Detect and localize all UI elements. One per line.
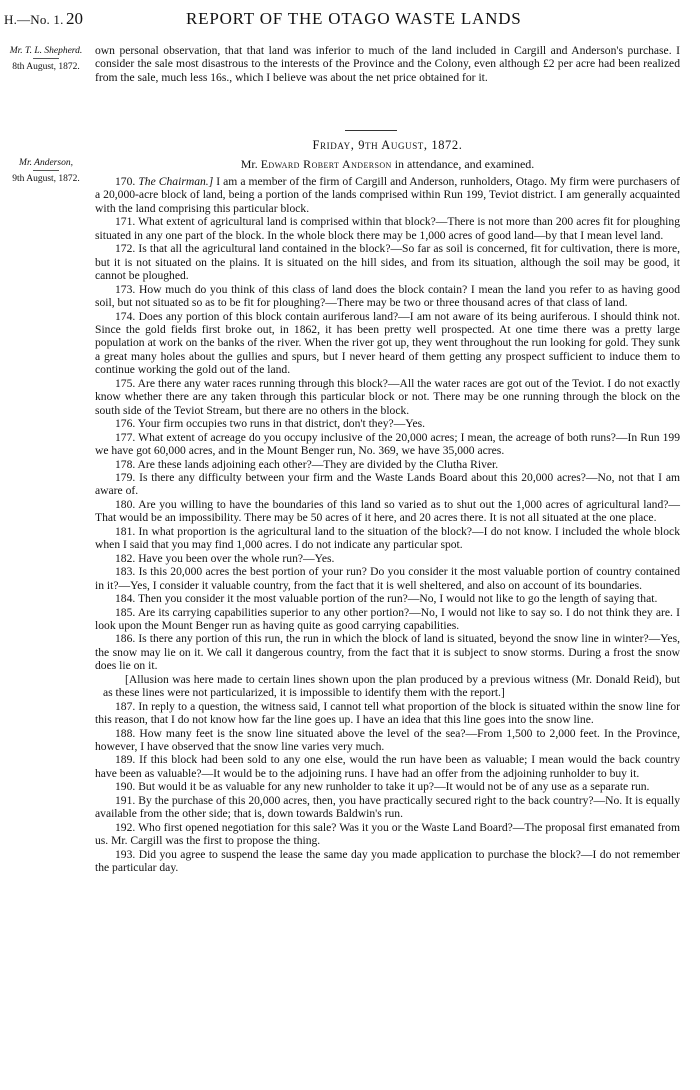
question-173: 173. How much do you think of this class of land does the block contain? I mean the land you refer to as having good soil, but not situated so as to be fit for ploughing?—There may be two or three thousand acres of that class of land.: [95, 282, 680, 310]
margin-witness-date: 9th August, 1872.: [12, 174, 80, 184]
question-179: 179. Is there any difficulty between your firm and the Waste Lands Board about this 20,000 acres?—No, not that I am aware of.: [95, 470, 680, 498]
speaker-label: The Chairman.]: [138, 175, 214, 188]
question-188: 188. How many feet is the snow line situated above the level of the sea?—From 1,500 to 2,000 feet. In the Province, however, I have observed that the snow line varies very much.: [95, 726, 680, 754]
opening-paragraph: own personal observation, that that land was inferior to much of the land included in Cargill and Anderson's purchase. I consider the sale most disastrous to the interests of the Province and the Colony, even although £2 per acre had been realized from the sale, much less 16s., which I believe was about the net price obtained for it.: [95, 44, 680, 84]
opening-paragraph-block: [95, 44, 680, 84]
question-170: [95, 175, 680, 215]
evidence-body: [95, 175, 680, 875]
witness-full-name: Edward Robert Anderson: [260, 157, 392, 171]
attendance-line: [95, 157, 680, 172]
answer-text: I am a member of the firm of Cargill and Anderson, runholders, Otago. My firm were purchasers of a 20,000-acre block of land, being a portion of the lands comprised within Run 199, Teviot district. I am generally acquainted with the land comprising this particular block.: [95, 175, 680, 215]
page-number: 20: [66, 9, 83, 28]
report-title: REPORT OF THE OTAGO WASTE LANDS: [186, 9, 522, 28]
allusion-note: [Allusion was here made to certain lines shown upon the plan produced by a previous witness (Mr. Donald Reid), but as these lines were not particularized, it is impossible to identify them with the report.]: [103, 672, 680, 700]
question-172: 172. Is that all the agricultural land contained in the block?—So far as soil is concerned, fit for cultivation, there is more, but it is not situated on the plains. It is situated on the hill sides, and from its situation, although the soil may be good, it cannot be ploughed.: [95, 242, 680, 283]
question-185: 185. Are its carrying capabilities superior to any other portion?—No, I would not like to say so. I do not think they are. I look upon the Mount Benger run as having quite as good carrying capabilities.: [95, 605, 680, 632]
question-176: 176. Your firm occupies two runs in that district, don't they?—Yes.: [115, 417, 426, 431]
question-177: 177. What extent of acreage do you occupy inclusive of the 20,000 acres; I mean, the acreage of both runs?—In Run 199 we have got 60,000 acres, and in the Mount Benger run, No. 369, we have 35,000 acres.: [95, 430, 680, 458]
question-175: 175. Are there any water races running through this block?—All the water races are got out of the Teviot. I do not exactly know whether there are any taken through this particular block or not. There may be one running through the block on the south side of the Teviot Stream, but there are no others in the block.: [95, 376, 680, 417]
page-header: [0, 9, 700, 33]
margin-divider: [33, 170, 59, 171]
margin-divider: [33, 58, 59, 59]
margin-witness-date: 8th August, 1872.: [12, 62, 80, 72]
margin-note-previous-witness: [2, 46, 90, 73]
day-heading: Friday, 9th August, 1872.: [312, 138, 463, 152]
question-174: 174. Does any portion of this block contain auriferous land?—I am not aware of its being auriferous. I should think not. Since the gold fields first broke out, in 1862, it has been pretty well prospected. At one time there was a pretty large population at work on the banks of the river. When the river got up, they went throughout the run looking for gold. They sunk a great many holes about the gullies and spurs, but I never heard of them getting any prospect sufficient to induce them to continue working the gold out of the land.: [95, 309, 680, 377]
document-reference: H.—No. 1.: [4, 12, 64, 27]
question-187: 187. In reply to a question, the witness said, I cannot tell what proportion of the block is situated within the snow line for this reason, that I do not know how far the line goes up. I have an idea that this line goes into the snow line.: [95, 699, 680, 727]
margin-witness-name: Mr. Anderson,: [19, 158, 73, 168]
question-171: 171. What extent of agricultural land is comprised within that block?—There is not more than 200 acres fit for ploughing situated in any one part of the block. In the whole block there may be 1,000 acres of good land—by that I mean level land.: [95, 215, 680, 242]
question-182: 182. Have you been over the whole run?—Yes.: [115, 551, 335, 565]
section-divider: [345, 130, 397, 131]
question-189: 189. If this block had been sold to any one else, would the run have been as valuable; I mean would the back country have been as valuable?—It would be to the adjoining runs. I have had an offer from the adjoining runholder to buy it.: [95, 753, 680, 780]
question-183: 183. Is this 20,000 acres the best portion of your run? Do you consider it the most valuable portion of country contained in it?—Yes, I consider it valuable country, from the fact that it is well sheltered, and also on account of its boundaries.: [95, 565, 680, 592]
question-184: 184. Then you consider it the most valuable portion of the run?—No, I would not like to go the length of saying that.: [115, 592, 658, 606]
question-number: 170.: [115, 175, 136, 188]
question-181: 181. In what proportion is the agricultural land to the situation of the block?—I do not know. I included the whole block when I said that you may find 1,000 acres. I do not indicate any particular spot.: [95, 524, 680, 552]
question-178: 178. Are these lands adjoining each other?—They are divided by the Clutha River.: [115, 457, 499, 471]
question-190: 190. But would it be as valuable for any new runholder to take it up?—It would not be of any use as a separate run.: [115, 780, 650, 794]
question-186: 186. Is there any portion of this run, the run in which the block of land is situated, beyond the snow line in winter?—Yes, the snow may lie on it. We call it dangerous country, from the fact that it is subject to snow storms. During a frost the snow does lie on it.: [95, 632, 680, 673]
attendance-prefix: Mr.: [240, 157, 258, 171]
margin-witness-name: Mr. T. L. Shepherd.: [9, 46, 83, 56]
margin-note-witness: [2, 158, 90, 185]
question-192: 192. Who first opened negotiation for this sale? Was it you or the Waste Land Board?—The proposal first emanated from us. Mr. Cargill was the first to propose the thing.: [95, 820, 680, 848]
question-191: 191. By the purchase of this 20,000 acres, then, you have practically secured right to the back country?—No. It is equally available from the other side; that is, down towards Baldwin's run.: [95, 793, 680, 821]
question-193: 193. Did you agree to suspend the lease the same day you made application to purchase the block?—I do not remember the particular day.: [95, 847, 680, 875]
attendance-suffix: in attendance, and examined.: [394, 157, 535, 171]
question-180: 180. Are you willing to have the boundaries of this land so varied as to shut out the 1,000 acres of agricultural land?—That would be an impossibility. There may be 50 acres of it here, and 20 acres there. It is not all situated at the one place.: [95, 497, 680, 525]
